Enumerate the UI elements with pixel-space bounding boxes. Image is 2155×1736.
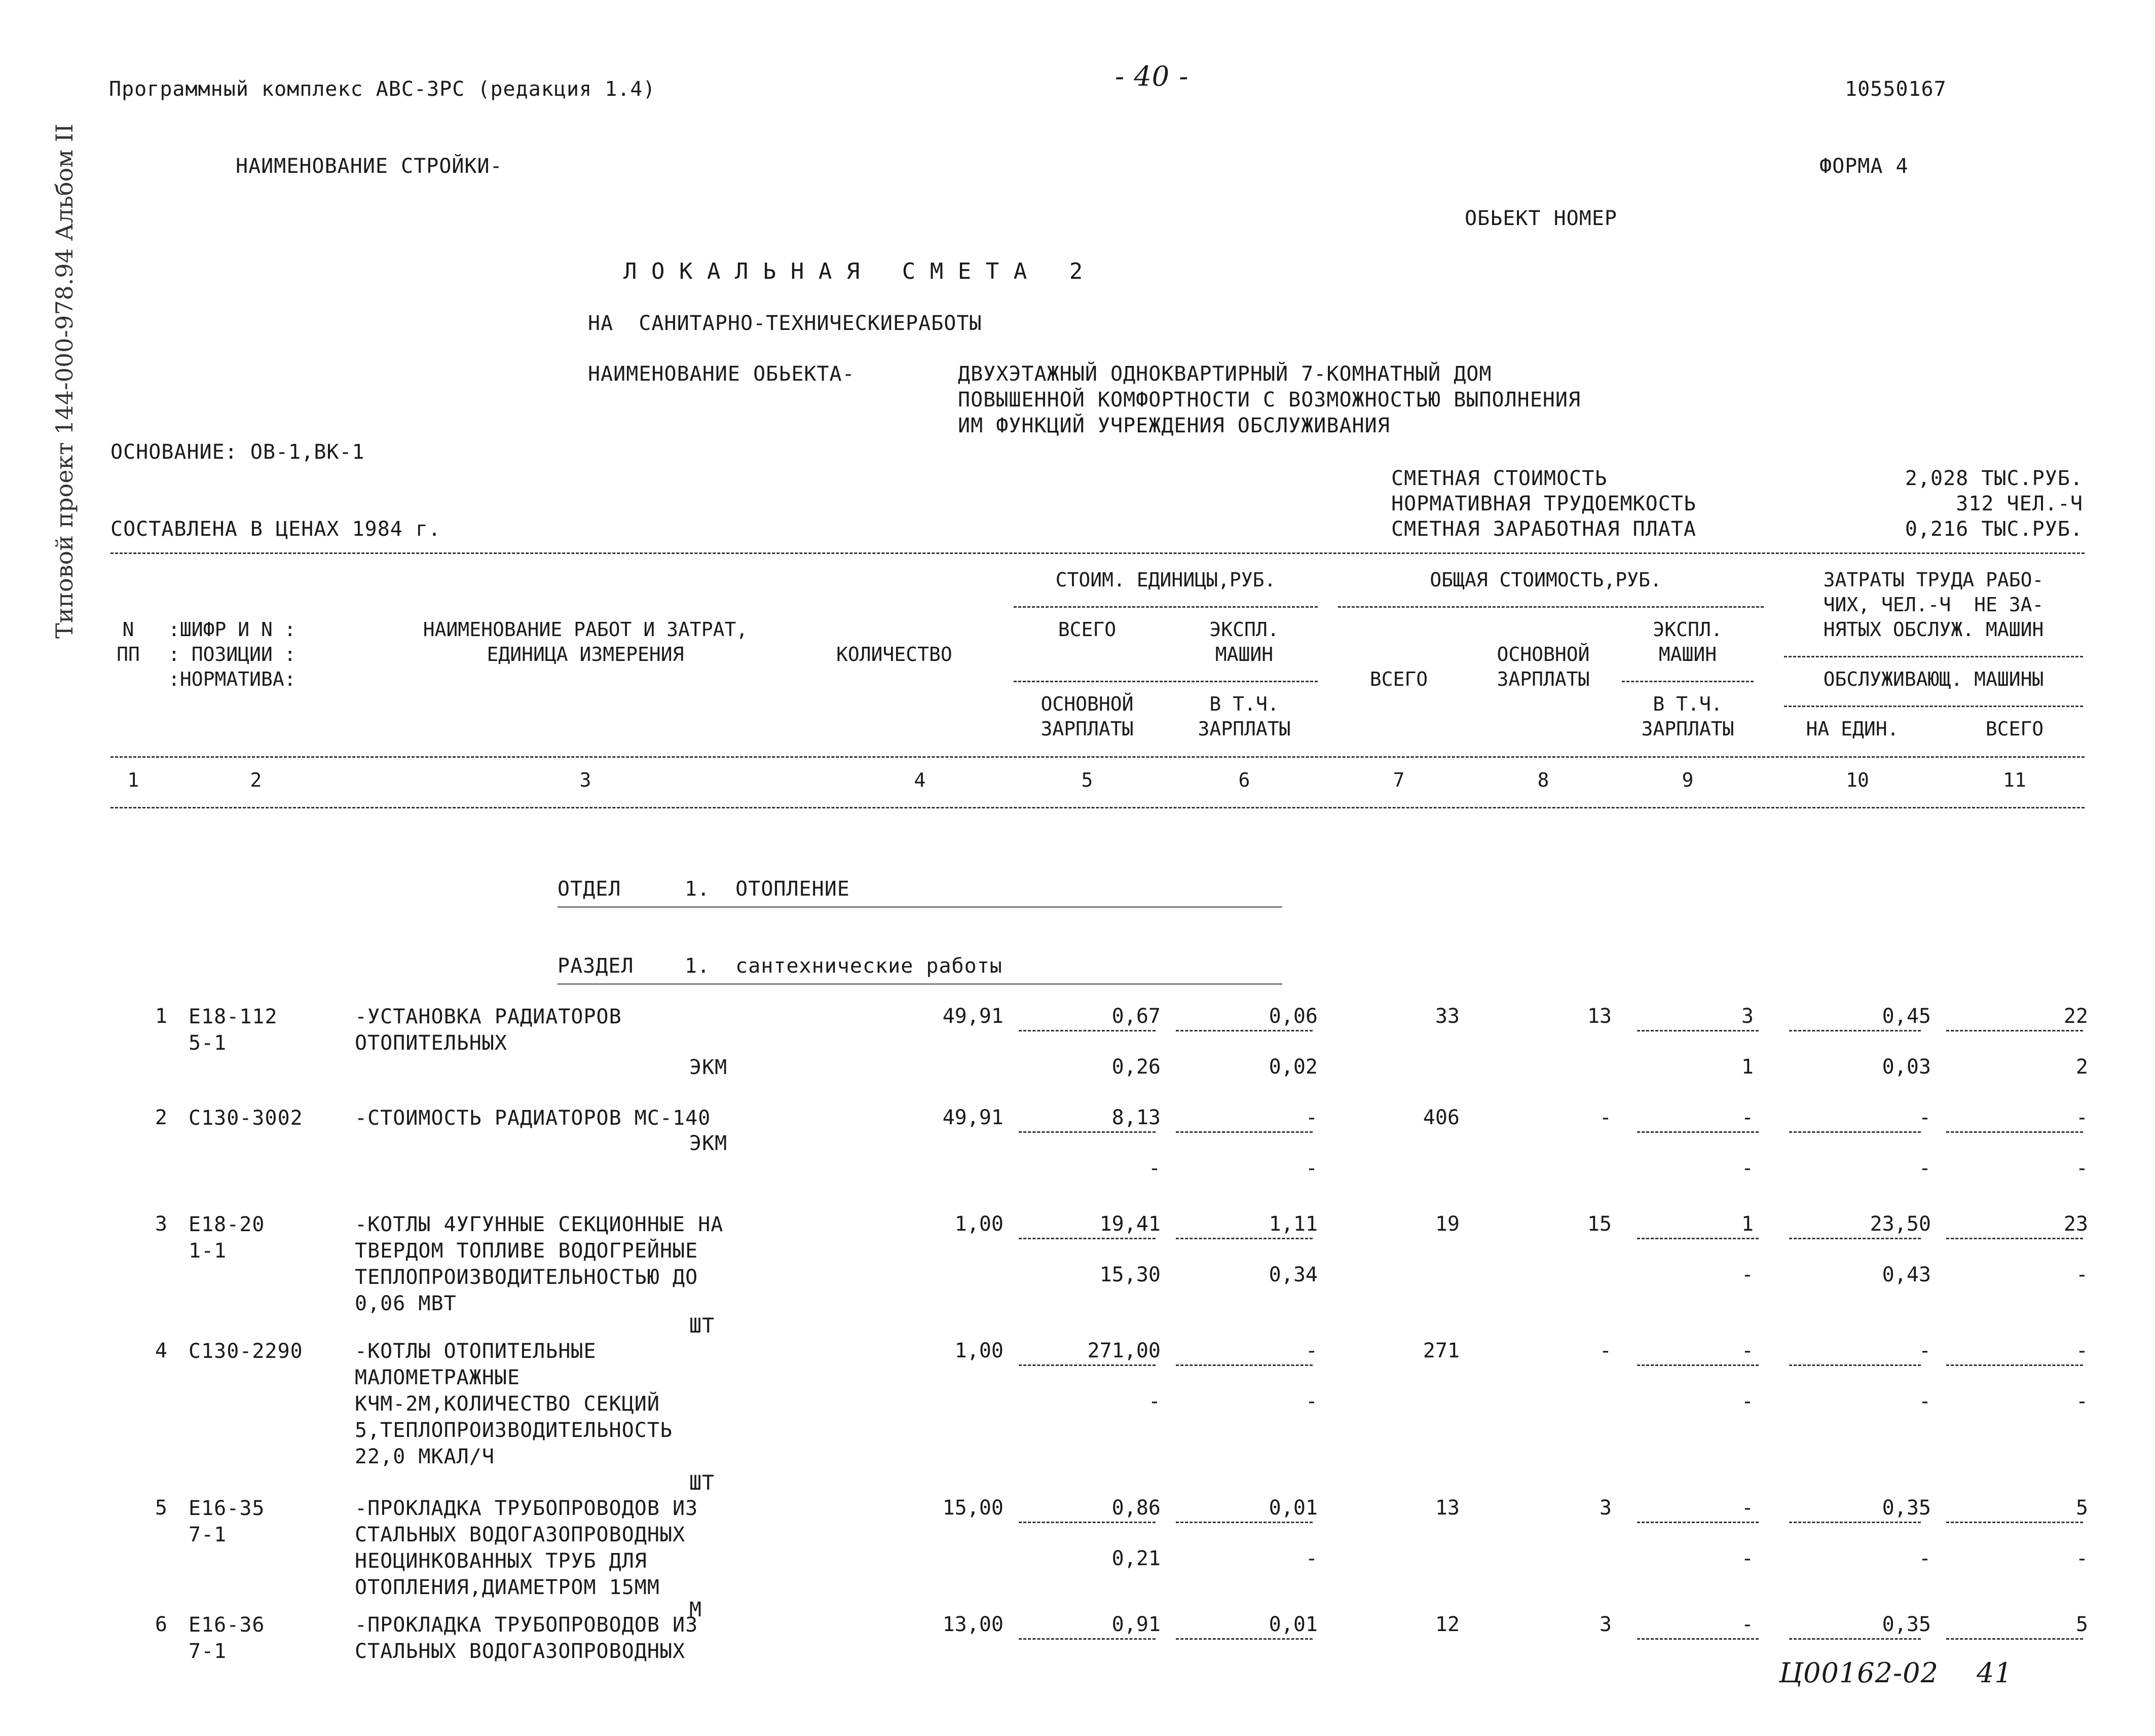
cell-qty: 13,00 bbox=[942, 1613, 1004, 1636]
cell-c9: - bbox=[1741, 1106, 1754, 1129]
summary-value-cost: 2,028 ТЫС.РУБ. bbox=[1905, 467, 2083, 490]
cell-c5b: 0,21 bbox=[1111, 1547, 1161, 1570]
cell-c9b: - bbox=[1741, 1390, 1754, 1413]
object-number-label: ОБЬЕКТ НОМЕР bbox=[1465, 207, 1617, 230]
column-number: 6 bbox=[1238, 769, 1250, 791]
column-number: 5 bbox=[1081, 769, 1093, 791]
object-line-3: ИМ ФУНКЦИЙ УЧРЕЖДЕНИЯ ОБСЛУЖИВАНИЯ bbox=[958, 414, 1390, 437]
row-number: 2 bbox=[155, 1106, 167, 1129]
cell-qty: 49,91 bbox=[942, 1005, 1004, 1028]
cell-divider-rule bbox=[1019, 1238, 1156, 1239]
otdel-underline bbox=[558, 906, 1282, 909]
cell-c6b: - bbox=[1305, 1390, 1318, 1413]
row-number: 3 bbox=[155, 1212, 167, 1236]
cell-divider-rule bbox=[1637, 1238, 1759, 1239]
cell-c7: 19 bbox=[1435, 1212, 1460, 1236]
cell-c9b: - bbox=[1741, 1547, 1754, 1570]
cell-divider-rule bbox=[1789, 1522, 1921, 1523]
document-title: Л О К А Л Ь Н А Я С М Е Т А 2 bbox=[623, 258, 1084, 284]
cell-qty: 1,00 bbox=[954, 1212, 1004, 1236]
cell-c5b: 0,26 bbox=[1111, 1055, 1161, 1079]
cell-c10: 23,50 bbox=[1870, 1212, 1931, 1236]
column-number: 9 bbox=[1682, 769, 1694, 791]
header-sub-rule bbox=[1622, 681, 1754, 682]
cell-c9: 3 bbox=[1741, 1005, 1754, 1028]
row-code: Е16-35 7-1 bbox=[189, 1497, 265, 1546]
header-col-8: ОСНОВНОЙ ЗАРПЛАТЫ bbox=[1497, 643, 1590, 690]
archive-stamp-page: 41 bbox=[1977, 1657, 2013, 1689]
cell-c9: - bbox=[1741, 1613, 1754, 1636]
cell-c6b: 0,34 bbox=[1269, 1263, 1318, 1286]
cell-divider-rule bbox=[1176, 1030, 1313, 1031]
row-unit: ШТ bbox=[689, 1314, 715, 1338]
row-unit: ЭКМ bbox=[689, 1056, 728, 1079]
cell-c8: 3 bbox=[1599, 1496, 1612, 1520]
cell-c7: 271 bbox=[1423, 1339, 1460, 1362]
row-name: -ПРОКЛАДКА ТРУБОПРОВОДОВ ИЗ СТАЛЬНЫХ ВОДОГАЗОПРОВОДНЫХ НЕОЦИНКОВАННЫХ ТРУБ ДЛЯ ОТОПЛЕНИЯ,ДИАМЕТРОМ 15ММ bbox=[355, 1497, 698, 1599]
cell-divider-rule bbox=[1019, 1030, 1156, 1031]
row-name: -КОТЛЫ ОТОПИТЕЛЬНЫЕ МАЛОМЕТРАЖНЫЕ КЧМ-2М,КОЛИЧЕСТВО СЕКЦИЙ 5,ТЕПЛОПРОИЗВОДИТЕЛЬНОСТЬ 22,0 МКАЛ/Ч bbox=[355, 1340, 673, 1468]
cell-c11b: 2 bbox=[2075, 1055, 2088, 1079]
summary-value-wages: 0,216 ТЫС.РУБ. bbox=[1905, 518, 2083, 541]
document-code: 10550167 bbox=[1845, 78, 1947, 101]
header-sub-rule bbox=[1784, 656, 2083, 657]
cell-divider-rule bbox=[1946, 1030, 2083, 1031]
row-code: С130-2290 bbox=[189, 1340, 303, 1363]
header-top-rule bbox=[110, 552, 2085, 554]
cell-c5: 8,13 bbox=[1111, 1106, 1161, 1129]
cell-divider-rule bbox=[1176, 1522, 1313, 1523]
cell-c7: 13 bbox=[1435, 1496, 1460, 1520]
cell-c11: - bbox=[2075, 1339, 2088, 1362]
cell-qty: 1,00 bbox=[954, 1339, 1004, 1362]
cell-c10: - bbox=[1918, 1339, 1931, 1362]
cell-divider-rule bbox=[1946, 1238, 2083, 1239]
row-name: -КОТЛЫ 4УГУННЫЕ СЕКЦИОННЫЕ НА ТВЕРДОМ ТОПЛИВЕ ВОДОГРЕЙНЫЕ ТЕПЛОПРОИЗВОДИТЕЛЬНОСТЬЮ ДО 0,06 МВТ bbox=[355, 1213, 724, 1315]
cell-c10: 0,35 bbox=[1882, 1613, 1931, 1636]
cell-c5: 0,91 bbox=[1111, 1613, 1161, 1636]
header-service-machines: ОБСЛУЖИВАЮЩ. МАШИНЫ bbox=[1823, 668, 2044, 690]
column-number: 10 bbox=[1846, 769, 1869, 791]
header-col-4: КОЛИЧЕСТВО bbox=[836, 643, 952, 666]
header-col-3: НАИМЕНОВАНИЕ РАБОТ И ЗАТРАТ, ЕДИНИЦА ИЗМЕРЕНИЯ bbox=[423, 618, 748, 666]
cell-c10: - bbox=[1918, 1106, 1931, 1129]
column-number: 2 bbox=[250, 769, 262, 791]
cell-c10b: - bbox=[1918, 1157, 1931, 1180]
cell-divider-rule bbox=[1789, 1131, 1921, 1133]
page-number: - 40 - bbox=[1115, 60, 1189, 92]
cell-c11: 22 bbox=[2063, 1005, 2088, 1028]
cell-divider-rule bbox=[1176, 1238, 1313, 1239]
document-subtitle: НА САНИТАРНО-ТЕХНИЧЕСКИЕРАБОТЫ bbox=[588, 312, 982, 335]
cell-c6: 0,06 bbox=[1269, 1005, 1318, 1028]
cell-c5b: - bbox=[1148, 1157, 1161, 1180]
header-col-2: :ШИФР И N : : ПОЗИЦИИ : :НОРМАТИВА: bbox=[168, 618, 296, 690]
summary-label-wages: СМЕТНАЯ ЗАРАБОТНАЯ ПЛАТА bbox=[1391, 518, 1696, 541]
row-number: 4 bbox=[155, 1339, 167, 1362]
cell-c9: - bbox=[1741, 1339, 1754, 1362]
cell-c11: 5 bbox=[2075, 1496, 2088, 1520]
cell-divider-rule bbox=[1019, 1638, 1156, 1640]
program-name: Программный комплекс АВС-3РС (редакция 1.4) bbox=[109, 78, 656, 101]
header-bottom-rule bbox=[110, 756, 2085, 758]
side-stamp-text: Типовой проект 144-000-978.94 Альбом II bbox=[51, 124, 78, 639]
cell-c11b: - bbox=[2075, 1157, 2088, 1180]
header-col-9-bottom: В Т.Ч. ЗАРПЛАТЫ bbox=[1641, 693, 1734, 740]
stroika-label: НАИМЕНОВАНИЕ СТРОЙКИ- bbox=[236, 155, 503, 178]
column-number: 8 bbox=[1537, 769, 1549, 791]
header-col-11: ВСЕГО bbox=[1985, 718, 2044, 740]
header-col-9-top: ЭКСПЛ. МАШИН bbox=[1653, 618, 1723, 666]
cell-c6: - bbox=[1305, 1106, 1318, 1129]
cell-c6b: 0,02 bbox=[1269, 1055, 1318, 1079]
object-line-2: ПОВЫШЕННОЙ КОМФОРТНОСТИ С ВОЗМОЖНОСТЬЮ ВЫПОЛНЕНИЯ bbox=[958, 388, 1581, 412]
row-number: 6 bbox=[155, 1613, 167, 1636]
cell-c9b: - bbox=[1741, 1157, 1754, 1180]
header-col-6-bottom: В Т.Ч. ЗАРПЛАТЫ bbox=[1198, 693, 1291, 740]
cell-divider-rule bbox=[1637, 1030, 1759, 1031]
cell-c8: 13 bbox=[1587, 1005, 1612, 1028]
cell-c10b: 0,03 bbox=[1882, 1055, 1931, 1079]
razdel-heading: РАЗДЕЛ 1. сантехнические работы bbox=[558, 954, 1002, 978]
osnovanie: ОСНОВАНИЕ: ОВ-1,ВК-1 bbox=[110, 440, 365, 464]
row-unit: ШТ bbox=[689, 1471, 715, 1495]
cell-c10b: - bbox=[1918, 1390, 1931, 1413]
header-col-5-top: ВСЕГО bbox=[1058, 618, 1117, 641]
cell-c10b: - bbox=[1918, 1547, 1931, 1570]
column-number-rule bbox=[110, 807, 2085, 808]
header-col-5-bottom: ОСНОВНОЙ ЗАРПЛАТЫ bbox=[1041, 693, 1134, 740]
column-number: 7 bbox=[1393, 769, 1405, 791]
cell-divider-rule bbox=[1946, 1638, 2083, 1640]
cell-c7: 33 bbox=[1435, 1005, 1460, 1028]
cell-divider-rule bbox=[1789, 1238, 1921, 1239]
cell-c10b: 0,43 bbox=[1882, 1263, 1931, 1286]
cell-c11: 23 bbox=[2063, 1212, 2088, 1236]
cell-divider-rule bbox=[1637, 1131, 1759, 1133]
cell-c7: 12 bbox=[1435, 1613, 1460, 1636]
header-group-labor: ЗАТРАТЫ ТРУДА РАБО- ЧИХ, ЧЕЛ.-Ч НЕ ЗА- НЯТЫХ ОБСЛУЖ. МАШИН bbox=[1823, 569, 2044, 641]
row-unit: М bbox=[689, 1598, 702, 1621]
row-number: 5 bbox=[155, 1496, 167, 1520]
cell-c8: - bbox=[1599, 1106, 1612, 1129]
forma-label: ФОРМА 4 bbox=[1819, 155, 1909, 178]
column-number: 3 bbox=[579, 769, 591, 791]
cell-c5b: 15,30 bbox=[1099, 1263, 1161, 1286]
cell-c8: 3 bbox=[1599, 1613, 1612, 1636]
summary-label-labor: НОРМАТИВНАЯ ТРУДОЕМКОСТЬ bbox=[1391, 492, 1696, 515]
otdel-heading: ОТДЕЛ 1. ОТОПЛЕНИЕ bbox=[558, 877, 850, 901]
cell-divider-rule bbox=[1019, 1364, 1156, 1366]
header-sub-rule bbox=[1014, 681, 1318, 682]
price-basis: СОСТАВЛЕНА В ЦЕНАХ 1984 г. bbox=[110, 518, 441, 541]
cell-c6: - bbox=[1305, 1339, 1318, 1362]
archive-stamp: Ц00162-02 bbox=[1779, 1657, 1939, 1689]
cell-c5b: - bbox=[1148, 1390, 1161, 1413]
cell-c6: 1,11 bbox=[1269, 1212, 1318, 1236]
header-sub-rule bbox=[1784, 706, 2083, 707]
row-unit: ЭКМ bbox=[689, 1132, 728, 1155]
header-group-unit-cost: СТОИМ. ЕДИНИЦЫ,РУБ. bbox=[1055, 569, 1276, 591]
cell-c8: 15 bbox=[1587, 1212, 1612, 1236]
cell-c9: 1 bbox=[1741, 1212, 1754, 1236]
cell-qty: 15,00 bbox=[942, 1496, 1004, 1520]
summary-label-cost: СМЕТНАЯ СТОИМОСТЬ bbox=[1391, 467, 1608, 490]
cell-c5: 0,86 bbox=[1111, 1496, 1161, 1520]
cell-c11b: - bbox=[2075, 1390, 2088, 1413]
row-name: -УСТАНОВКА РАДИАТОРОВ ОТОПИТЕЛЬНЫХ bbox=[355, 1005, 622, 1055]
cell-divider-rule bbox=[1789, 1638, 1921, 1640]
cell-c7: 406 bbox=[1423, 1106, 1460, 1129]
cell-divider-rule bbox=[1019, 1522, 1156, 1523]
cell-c5: 19,41 bbox=[1099, 1212, 1161, 1236]
cell-divider-rule bbox=[1789, 1364, 1921, 1366]
cell-c9: - bbox=[1741, 1496, 1754, 1520]
cell-c9b: - bbox=[1741, 1263, 1754, 1286]
cell-c10: 0,45 bbox=[1882, 1005, 1931, 1028]
cell-divider-rule bbox=[1946, 1522, 2083, 1523]
row-number: 1 bbox=[155, 1005, 167, 1028]
header-sub-rule bbox=[1014, 606, 1318, 608]
cell-divider-rule bbox=[1946, 1131, 2083, 1133]
summary-value-labor: 312 ЧЕЛ.-Ч bbox=[1956, 492, 2083, 515]
column-number: 4 bbox=[914, 769, 926, 791]
cell-divider-rule bbox=[1637, 1522, 1759, 1523]
cell-divider-rule bbox=[1789, 1030, 1921, 1031]
header-group-total-cost: ОБЩАЯ СТОИМОСТЬ,РУБ. bbox=[1430, 569, 1662, 591]
row-name: -СТОИМОСТЬ РАДИАТОРОВ МС-140 bbox=[355, 1106, 711, 1130]
cell-c8: - bbox=[1599, 1339, 1612, 1362]
cell-c6b: - bbox=[1305, 1547, 1318, 1570]
razdel-underline bbox=[558, 983, 1282, 986]
cell-qty: 49,91 bbox=[942, 1106, 1004, 1129]
cell-divider-rule bbox=[1637, 1638, 1759, 1640]
row-code: Е16-36 7-1 bbox=[189, 1613, 265, 1663]
header-col-7: ВСЕГО bbox=[1369, 668, 1428, 690]
header-sub-rule bbox=[1338, 606, 1764, 608]
cell-divider-rule bbox=[1637, 1364, 1759, 1366]
cell-c6: 0,01 bbox=[1269, 1496, 1318, 1520]
cell-c5: 271,00 bbox=[1087, 1339, 1161, 1362]
cell-divider-rule bbox=[1176, 1638, 1313, 1640]
cell-divider-rule bbox=[1019, 1131, 1156, 1133]
header-col-6-top: ЭКСПЛ. МАШИН bbox=[1209, 618, 1279, 666]
object-line-1: ДВУХЭТАЖНЫЙ ОДНОКВАРТИРНЫЙ 7-КОМНАТНЫЙ ДОМ bbox=[958, 362, 1492, 386]
column-number: 1 bbox=[127, 769, 139, 791]
cell-c11: 5 bbox=[2075, 1613, 2088, 1636]
row-code: Е18-20 1-1 bbox=[189, 1213, 265, 1263]
cell-c11b: - bbox=[2075, 1263, 2088, 1286]
cell-c5: 0,67 bbox=[1111, 1005, 1161, 1028]
cell-c9b: 1 bbox=[1741, 1055, 1754, 1079]
header-col-1: N ПП bbox=[117, 618, 140, 666]
cell-c11b: - bbox=[2075, 1547, 2088, 1570]
row-code: Е18-112 5-1 bbox=[189, 1005, 278, 1055]
cell-divider-rule bbox=[1176, 1364, 1313, 1366]
cell-c6b: - bbox=[1305, 1157, 1318, 1180]
column-number: 11 bbox=[2003, 769, 2026, 791]
cell-divider-rule bbox=[1176, 1131, 1313, 1133]
cell-divider-rule bbox=[1946, 1364, 2083, 1366]
cell-c11: - bbox=[2075, 1106, 2088, 1129]
row-code: С130-3002 bbox=[189, 1106, 303, 1130]
header-col-10: НА ЕДИН. bbox=[1806, 718, 1899, 740]
cell-c6: 0,01 bbox=[1269, 1613, 1318, 1636]
row-name: -ПРОКЛАДКА ТРУБОПРОВОДОВ ИЗ СТАЛЬНЫХ ВОДОГАЗОПРОВОДНЫХ bbox=[355, 1613, 698, 1663]
cell-c10: 0,35 bbox=[1882, 1496, 1931, 1520]
object-label: НАИМЕНОВАНИЕ ОБЬЕКТА- bbox=[588, 362, 855, 386]
